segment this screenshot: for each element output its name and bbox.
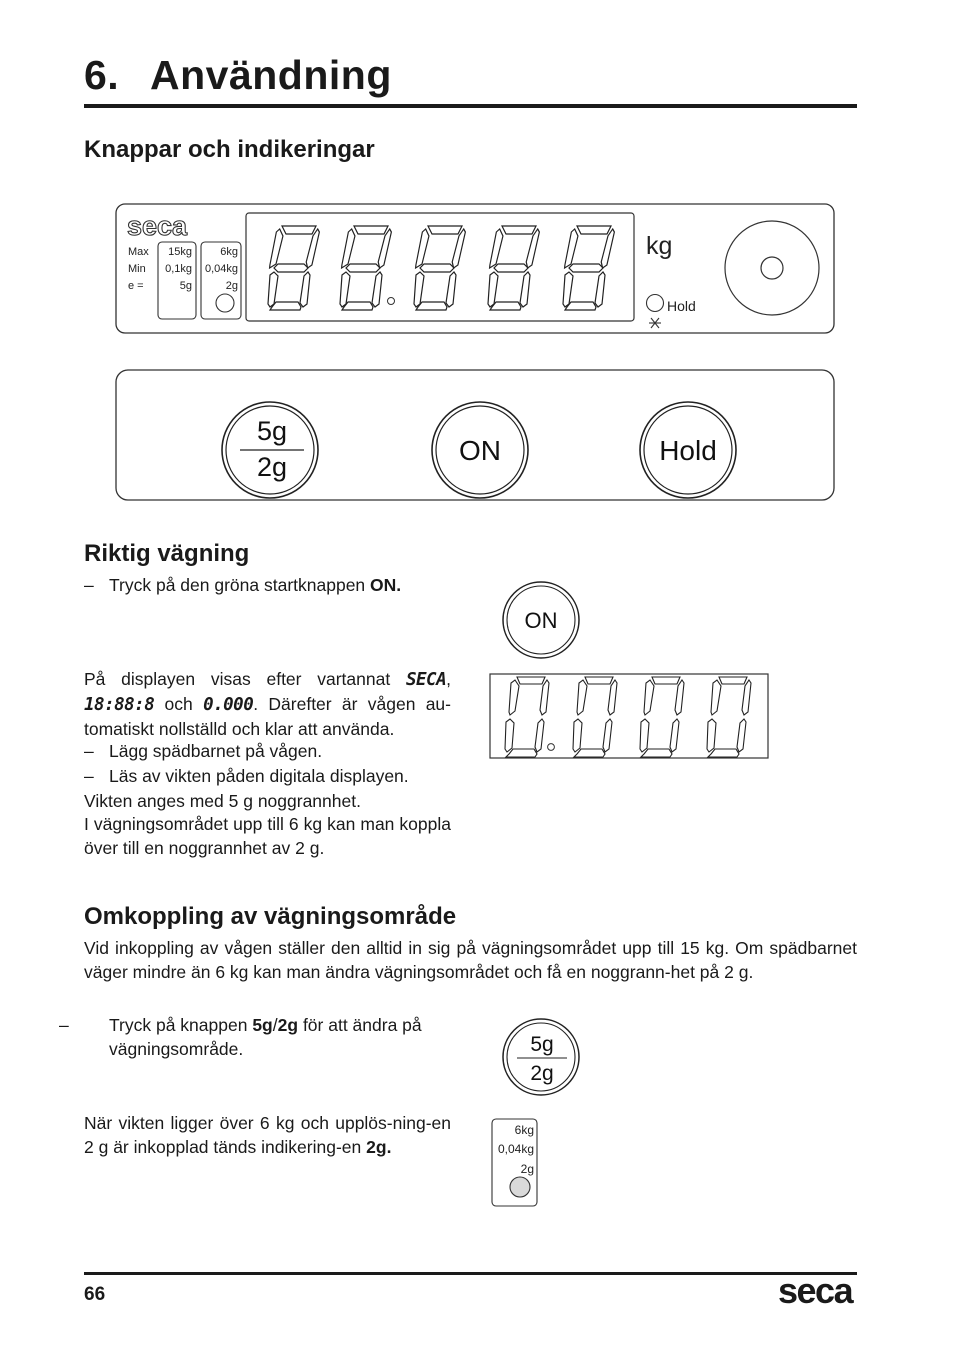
section-title: Användning — [150, 52, 392, 98]
resolution-button-small[interactable] — [500, 1017, 584, 1099]
panel-brand-logo: seca — [127, 211, 188, 241]
range1-e: 5g — [179, 280, 192, 292]
footer-brand-logo: seca — [778, 1270, 853, 1311]
accuracy-line: Vikten anges med 5 g noggrannhet. — [84, 791, 361, 811]
resolution-small-top-label: 5g — [530, 1033, 554, 1056]
on-button[interactable] — [432, 402, 528, 498]
display-sequence-paragraph — [84, 667, 451, 741]
display-panel — [114, 202, 838, 336]
bullet-read-weight — [84, 764, 454, 788]
bullet-text: Tryck på den gröna startknappen — [109, 575, 371, 595]
on-button-small[interactable] — [500, 580, 584, 662]
bullet-text: för att ändra på vägningsområde. — [109, 1015, 422, 1059]
para-text: . Därefter är vågen au-tomatiskt nollställd och klar att använda. — [84, 694, 451, 739]
spec-label-e: e = — [128, 280, 144, 292]
page-number: 66 — [84, 1284, 106, 1305]
resolution-small-bottom-label: 2g — [530, 1062, 554, 1085]
bullet-dash: – — [84, 766, 94, 786]
section-number: 6. — [84, 52, 120, 98]
bullet-dash: – — [84, 575, 94, 595]
page-title — [84, 52, 392, 99]
bullet-text: Tryck på knappen — [109, 1015, 253, 1035]
heading-range-switch: Omkoppling av vägningsområde — [84, 903, 457, 930]
indicator-2g-detail — [490, 1117, 540, 1209]
button-panel — [114, 368, 838, 504]
heading-buttons: Knappar och indikeringar — [84, 136, 375, 163]
range1-min: 0,1kg — [165, 263, 192, 275]
bullet-press-on — [84, 573, 454, 597]
bullet-bold-2g: 2g — [277, 1015, 299, 1035]
detail-6kg: 6kg — [514, 1123, 534, 1137]
on-button-label: ON — [459, 435, 501, 466]
lcd-text-seca: SECA — [405, 670, 447, 690]
hold-button[interactable] — [640, 402, 736, 498]
title-rule — [84, 104, 857, 108]
zero-display — [489, 673, 771, 761]
bullet-text: Läs av vikten påden digitala displayen. — [109, 766, 409, 786]
spec-label-min: Min — [128, 263, 146, 275]
range2-min: 0,04kg — [204, 263, 238, 275]
lcd-text-test: 18:88:8 — [84, 695, 155, 715]
bullet-press-resolution — [59, 1013, 476, 1061]
spec-label-max: Max — [128, 246, 149, 258]
range1-max: 15kg — [168, 246, 192, 258]
bullet-slash: / — [272, 1015, 278, 1035]
resolution-button-bottom-label: 2g — [256, 452, 288, 482]
footer-rule — [84, 1272, 857, 1275]
para-text: På displayen visas efter vartannat — [84, 669, 406, 689]
detail-2g: 2g — [520, 1162, 534, 1176]
resolution-button-top-label: 5g — [256, 416, 288, 446]
para-text: När vikten ligger över 6 kg och upplös-ning-en 2 g är inkopplad tänds indikering-en — [84, 1113, 451, 1157]
hold-indicator-label: Hold — [667, 298, 696, 314]
separator: och — [154, 694, 204, 714]
bullet-dash: – — [59, 1015, 69, 1035]
range-switch-intro: Vid inkoppling av vågen ställer den alltid in sig på vägningsområdet upp till 15 kg. Om spädbarnet väger mindre än 6 kg kan man ändra vägningsområdet och få en noggrann-het på 2 g. — [84, 938, 857, 982]
para-bold-2g: 2g. — [366, 1137, 392, 1157]
resolution-button[interactable] — [222, 402, 318, 498]
detail-004kg: 0,04kg — [497, 1142, 534, 1156]
bullet-dash: – — [84, 741, 94, 761]
switch-accuracy-line: I vägningsområdet upp till 6 kg kan man koppla över till en noggrannhet av 2 g. — [84, 814, 451, 858]
range2-max: 6kg — [220, 246, 238, 258]
bullet-bold-on: ON. — [370, 575, 402, 595]
detail-2g-lamp-lit — [510, 1177, 530, 1197]
hold-button-label: Hold — [659, 435, 717, 466]
unit-label: kg — [646, 232, 673, 260]
separator: , — [446, 669, 451, 689]
bullet-place-baby — [84, 739, 454, 763]
lcd-text-zero: 0.000 — [203, 695, 254, 715]
bullet-text: Lägg spädbarnet på vågen. — [109, 741, 323, 761]
indicator-paragraph — [84, 1111, 451, 1159]
heading-correct-weighing: Riktig vägning — [84, 540, 250, 567]
bullet-bold-5g: 5g — [252, 1015, 273, 1035]
on-button-small-label: ON — [524, 608, 558, 633]
range2-e: 2g — [225, 280, 238, 292]
